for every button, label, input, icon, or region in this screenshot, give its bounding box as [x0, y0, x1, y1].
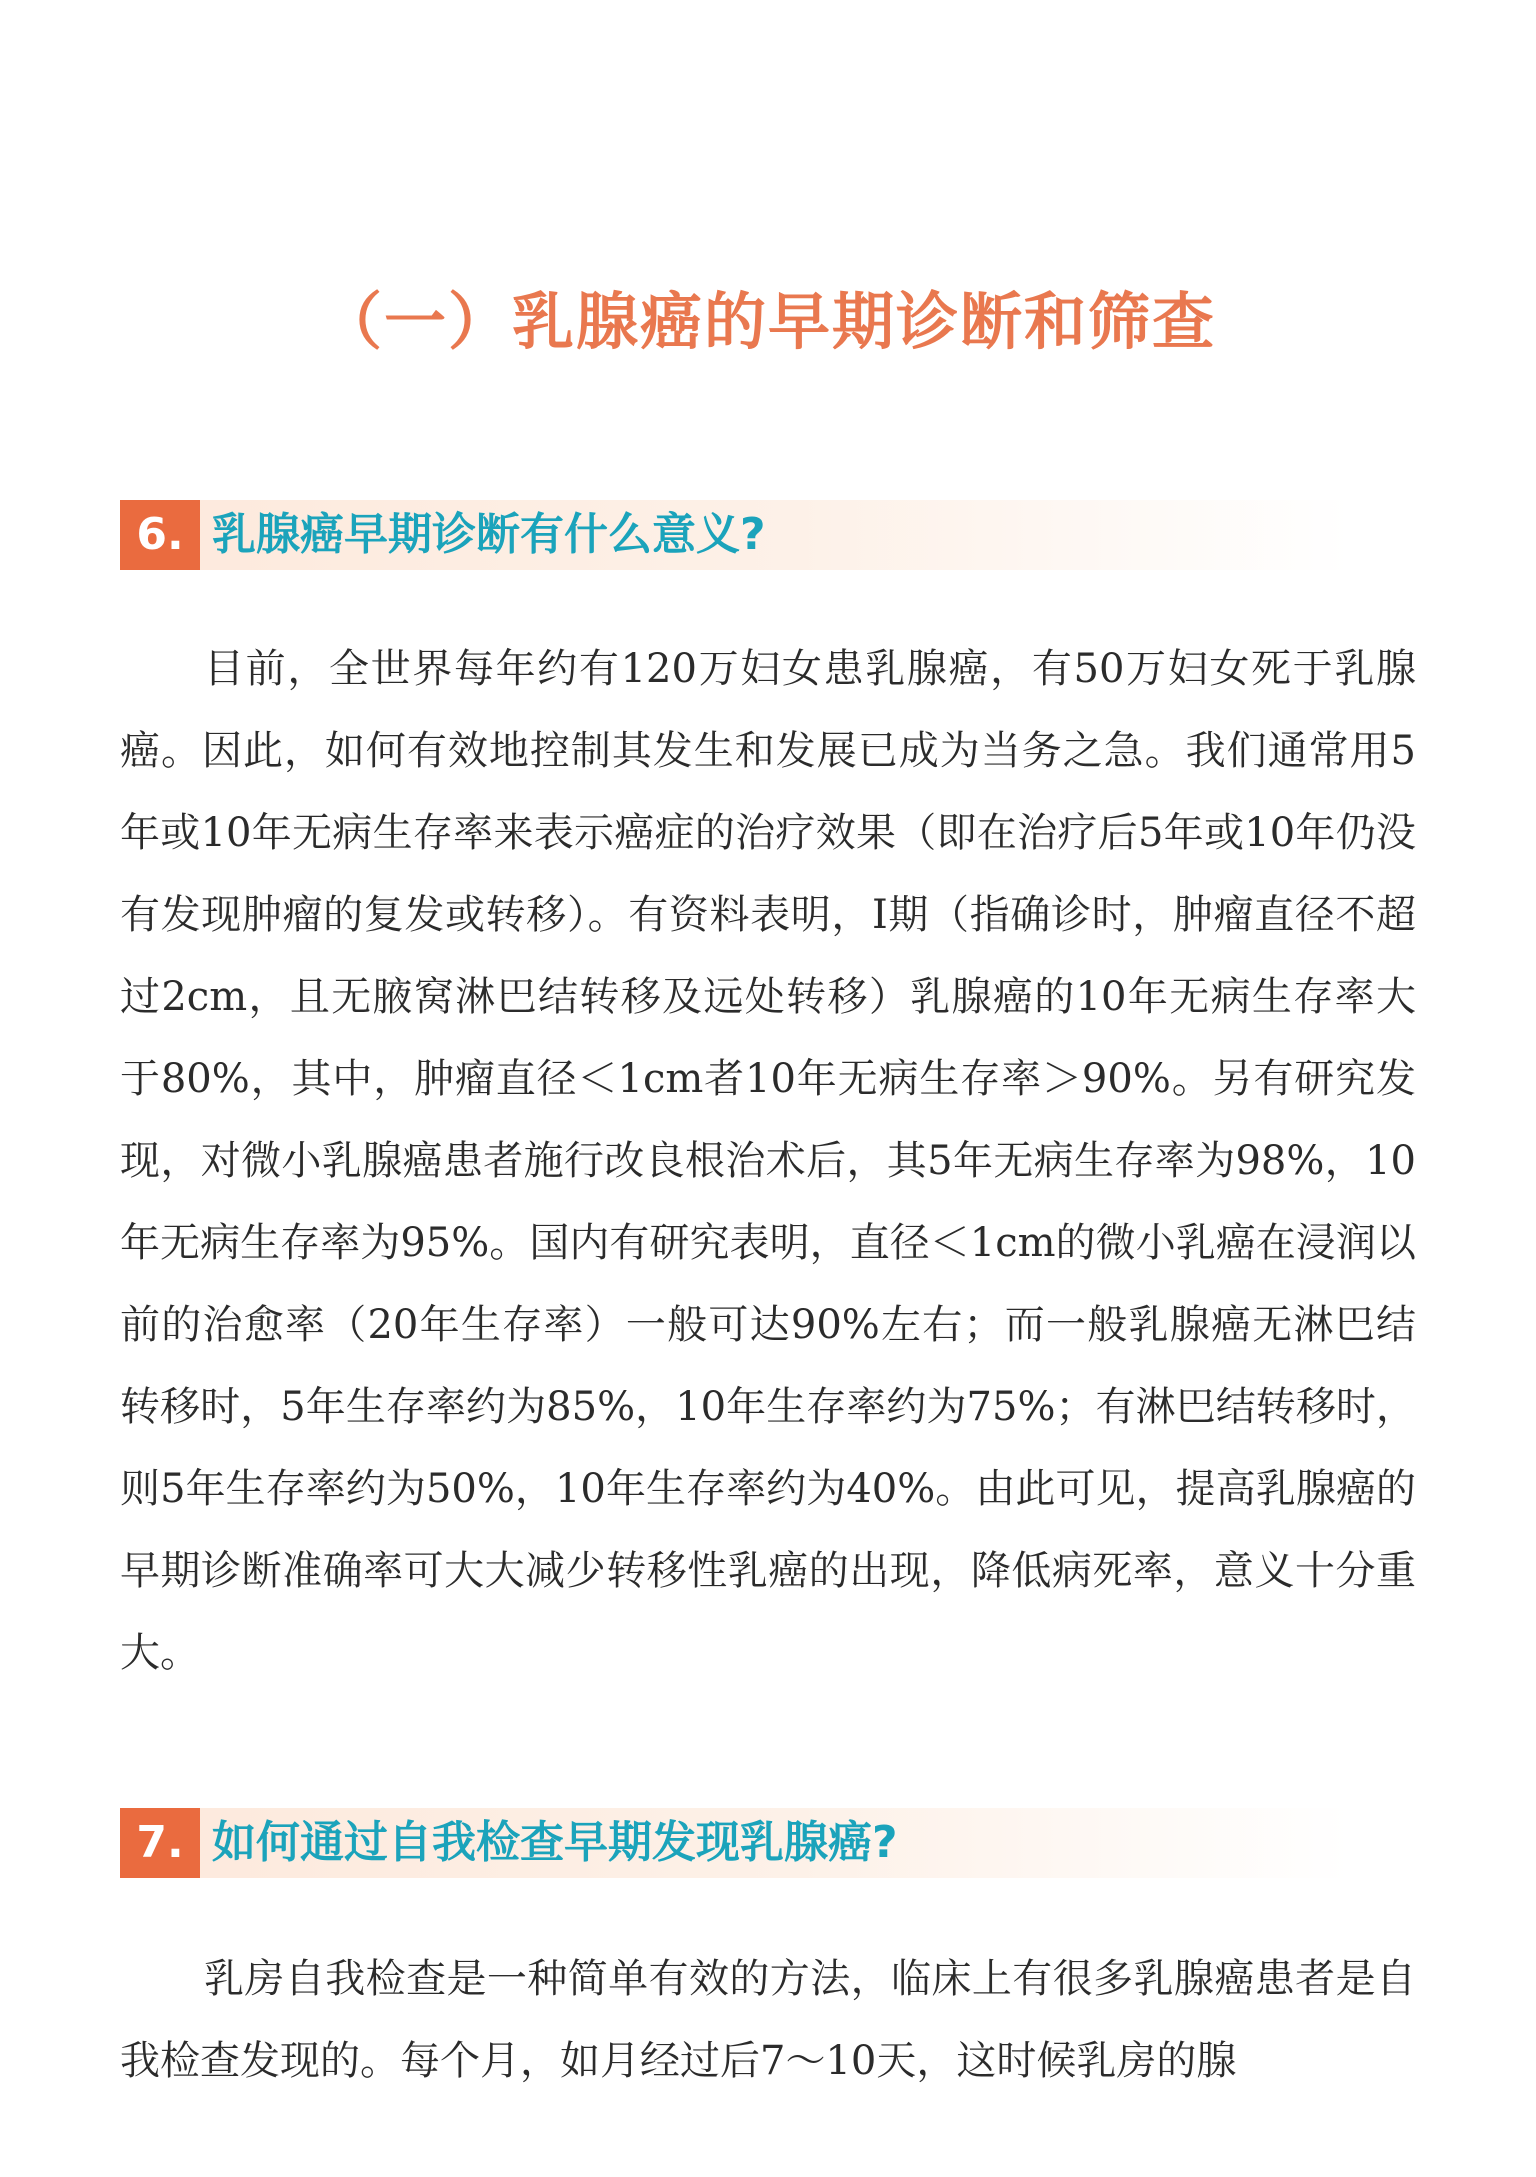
section-7-paragraph: 乳房自我检查是一种简单有效的方法，临床上有很多乳腺癌患者是自我检查发现的。每个月，如月经过后7～10天，这时候乳房的腺: [120, 1956, 1416, 2084]
section-title: 如何通过自我检查早期发现乳腺癌?: [212, 1817, 898, 1868]
page-title: （一）乳腺癌的早期诊断和筛查: [319, 285, 1216, 358]
section-number: 7.: [120, 1808, 200, 1878]
section-number: 6.: [120, 500, 200, 570]
section-heading-7: [120, 1808, 1350, 1878]
section-title: 乳腺癌早期诊断有什么意义?: [212, 509, 766, 560]
section-heading-6: [120, 500, 1350, 570]
section-6-paragraph: 目前，全世界每年约有120万妇女患乳腺癌，有50万妇女死于乳腺癌。因此，如何有效地控制其发生和发展已成为当务之急。我们通常用5年或10年无病生存率来表示癌症的治疗效果（即在治疗后5年或10年仍没有发现肿瘤的复发或转移）。有资料表明，Ⅰ期（指确诊时，肿瘤直径不超过2cm，且无腋窝淋巴结转移及远处转移）乳腺癌的10年无病生存率大于80%，其中，肿瘤直径＜1cm者10年无病生存率＞90%。另有研究发现，对微小乳腺癌患者施行改良根治术后，其5年无病生存率为98%，10年无病生存率为95%。国内有研究表明，直径＜1cm的微小乳癌在浸润以前的治愈率（20年生存率）一般可达90%左右；而一般乳腺癌无淋巴结转移时，5年生存率约为85%，10年生存率约为75%；有淋巴结转移时，则5年生存率约为50%，10年生存率约为40%。由此可见，提高乳腺癌的早期诊断准确率可大大减少转移性乳癌的出现，降低病死率，意义十分重大。: [120, 646, 1416, 1676]
